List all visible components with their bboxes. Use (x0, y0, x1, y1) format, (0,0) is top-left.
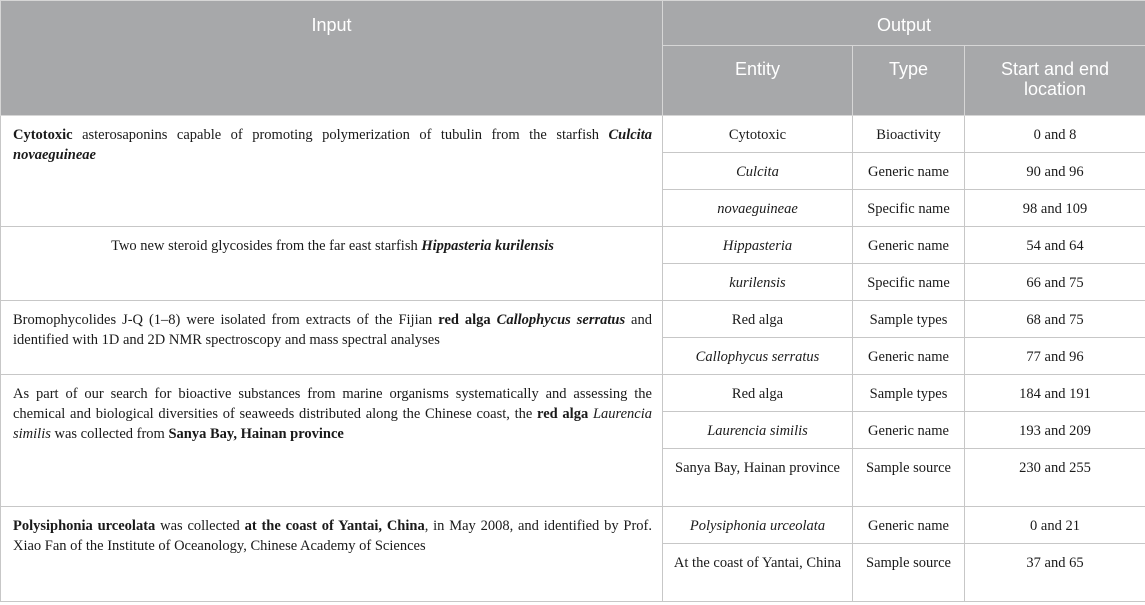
input-text-segment: asterosaponins capable of promoting polymerization of tubulin from the starfish (72, 127, 609, 143)
entity-cell: Culcita (663, 153, 853, 190)
location-cell: 184 and 191 (965, 375, 1145, 412)
location-cell: 68 and 75 (965, 301, 1145, 338)
entity-cell: Hippasteria (663, 227, 853, 264)
type-cell: Generic name (853, 507, 965, 544)
location-cell: 37 and 65 (965, 544, 1145, 602)
table-row (1, 301, 1145, 338)
type-cell: Bioactivity (853, 116, 965, 153)
entity-cell: At the coast of Yantai, China (663, 544, 853, 602)
header-input: Input (1, 1, 663, 116)
type-cell: Sample types (853, 375, 965, 412)
input-text-segment: Hippasteria kurilensis (421, 238, 554, 254)
input-text-segment: Culcita novaeguineae (13, 127, 652, 163)
header-location: Start and end location (965, 46, 1145, 116)
input-sentence (1, 116, 663, 227)
table-row (1, 116, 1145, 153)
input-text-segment: , in May 2008, and identified by Prof. Xiao Fan of the Institute of Oceanology, Chinese Academy of Sciences (13, 518, 652, 554)
location-cell: 66 and 75 (965, 264, 1145, 301)
entity-cell: Cytotoxic (663, 116, 853, 153)
location-cell: 54 and 64 (965, 227, 1145, 264)
input-sentence (1, 507, 663, 602)
location-cell: 77 and 96 (965, 338, 1145, 375)
input-text-segment: red alga (438, 312, 491, 328)
input-text-segment: at the coast of Yantai, China (244, 518, 425, 534)
location-cell: 193 and 209 (965, 412, 1145, 449)
location-cell: 230 and 255 (965, 449, 1145, 507)
input-text-segment: As part of our search for bioactive substances from marine organisms systematically and assessing the chemical and biological diversities of seaweeds distributed along the Chinese coast, the (13, 386, 652, 422)
entity-cell: Red alga (663, 301, 853, 338)
type-cell: Sample source (853, 449, 965, 507)
input-text-segment: red alga (537, 406, 589, 422)
entity-cell: Polysiphonia urceolata (663, 507, 853, 544)
input-sentence (1, 227, 663, 301)
table-row (1, 507, 1145, 544)
input-text-segment: and identified with 1D and 2D NMR spectroscopy and mass spectral analyses (13, 312, 652, 348)
entity-cell: kurilensis (663, 264, 853, 301)
input-text-segment: Sanya Bay, Hainan province (168, 426, 344, 442)
entity-cell: Sanya Bay, Hainan province (663, 449, 853, 507)
type-cell: Generic name (853, 338, 965, 375)
input-sentence (1, 301, 663, 375)
type-cell: Generic name (853, 412, 965, 449)
location-cell: 90 and 96 (965, 153, 1145, 190)
entity-cell: Red alga (663, 375, 853, 412)
type-cell: Sample types (853, 301, 965, 338)
input-text-segment: Cytotoxic (13, 127, 73, 143)
input-sentence (1, 375, 663, 507)
input-text-segment: was collected from (50, 426, 169, 442)
header-entity: Entity (663, 46, 853, 116)
input-text-segment: Polysiphonia urceolata (13, 518, 156, 534)
entity-cell: Laurencia similis (663, 412, 853, 449)
table-row (1, 227, 1145, 264)
header-type: Type (853, 46, 965, 116)
table-body (1, 116, 1145, 602)
type-cell: Specific name (853, 190, 965, 227)
input-text-segment: Callophycus serratus (496, 312, 626, 328)
table-row (1, 375, 1145, 412)
type-cell: Generic name (853, 153, 965, 190)
header-output: Output (663, 1, 1145, 46)
type-cell: Specific name (853, 264, 965, 301)
location-cell: 0 and 8 (965, 116, 1145, 153)
type-cell: Sample source (853, 544, 965, 602)
input-text-segment: Laurencia similis (13, 406, 653, 442)
input-text-segment: was collected (155, 518, 245, 534)
entity-cell: novaeguineae (663, 190, 853, 227)
input-text-segment: Bromophycolides J-Q (1–8) were isolated from extracts of the Fijian (13, 312, 439, 328)
type-cell: Generic name (853, 227, 965, 264)
entity-cell: Callophycus serratus (663, 338, 853, 375)
location-cell: 98 and 109 (965, 190, 1145, 227)
location-cell: 0 and 21 (965, 507, 1145, 544)
input-text-segment: Two new steroid glycosides from the far east starfish (111, 238, 422, 254)
